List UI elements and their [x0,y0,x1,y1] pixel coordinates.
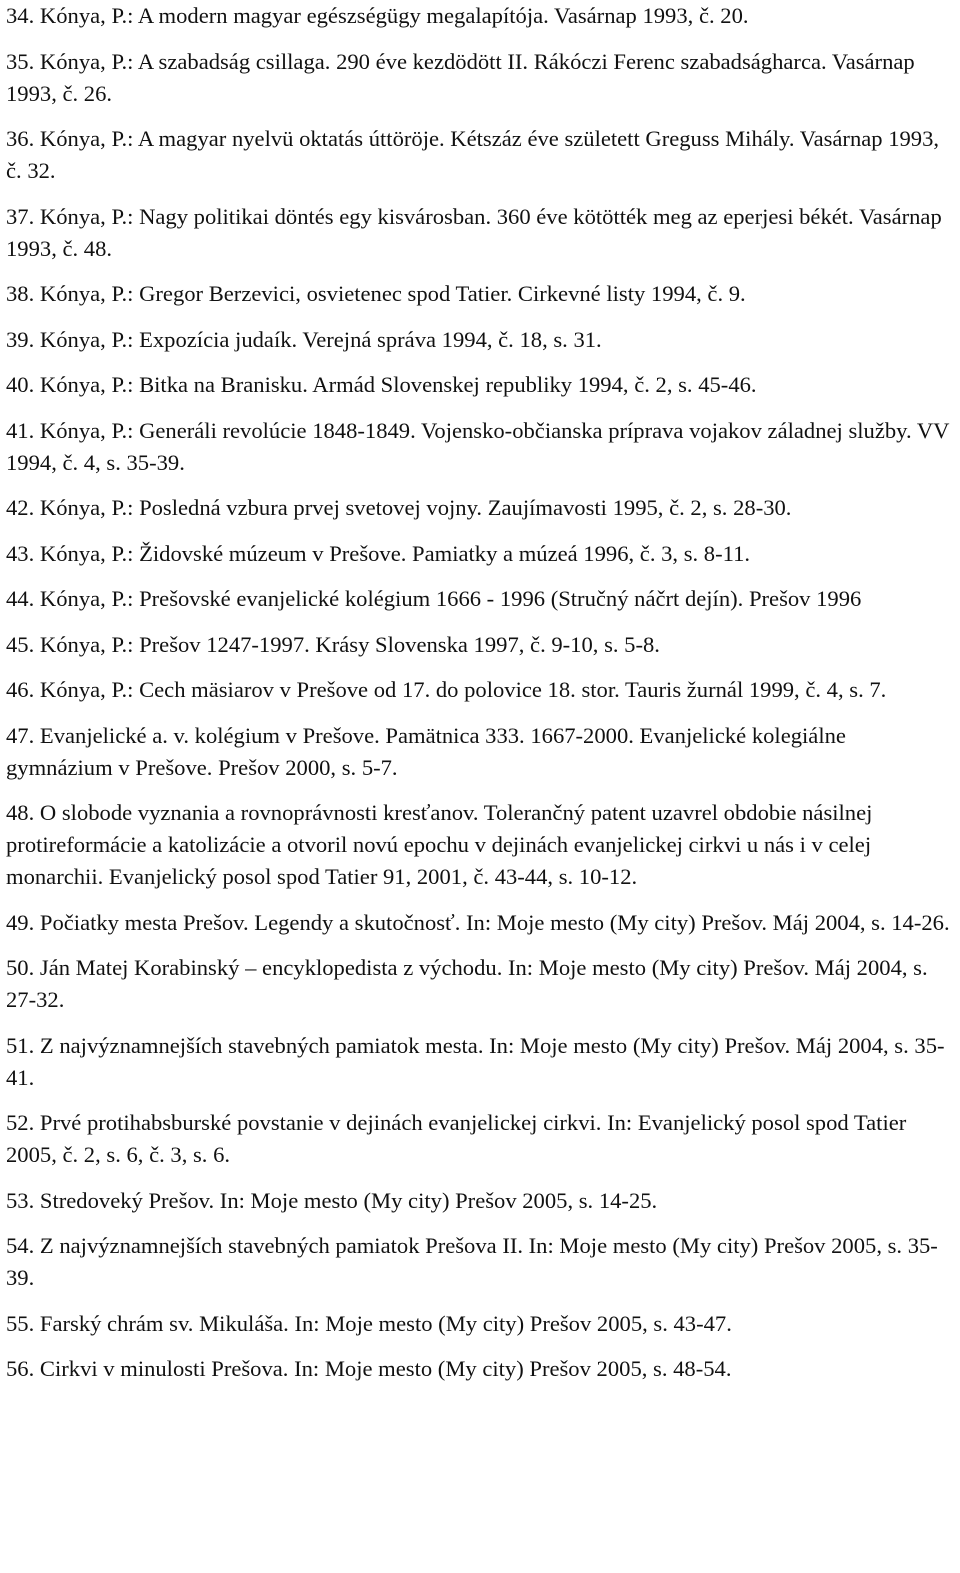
entry-number: 53. [6,1187,35,1213]
bibliography-entry [6,1185,956,1217]
entry-number: 46. [6,677,35,702]
entry-number: 45. [6,631,35,657]
entry-text: Kónya, P.: Cech mäsiarov v Prešove od 17. do polovice 18. stor. Tauris žurnál 1999, č. 4, s. 7. [39,677,887,702]
entry-text: Kónya, P.: Generáli revolúcie 1848-1849. Vojensko-občianska príprava vojakov záladnej služby. VV 1994, č. 4, s. 35-39. [6,417,950,475]
entry-text: Kónya, P.: Bitka na Branisku. Armád Slovenskej republiky 1994, č. 2, s. 45-46. [39,372,757,397]
entry-text: Kónya, P.: Gregor Berzevici, osvietenec spod Tatier. Cirkevné listy 1994, č. 9. [39,281,746,306]
entry-text: Farský chrám sv. Mikuláša. In: Moje mesto (My city) Prešov 2005, s. 43-47. [39,1310,732,1336]
entry-text: Kónya, P.: Prešovské evanjelické kolégium 1666 - 1996 (Stručný náčrt dejín). Prešov 1996 [39,586,862,611]
bibliography-entry [6,1230,956,1294]
entry-number: 55. [6,1310,35,1336]
bibliography-entry [6,797,956,893]
entry-text: Počiatky mesta Prešov. Legendy a skutočnosť. In: Moje mesto (My city) Prešov. Máj 2004, s. 14-26. [39,909,950,935]
bibliography-entry [6,1107,956,1171]
entry-number: 41. [6,417,35,443]
entry-text: Stredoveký Prešov. In: Moje mesto (My city) Prešov 2005, s. 14-25. [39,1187,658,1213]
bibliography-entry [6,720,956,784]
bibliography-entry [6,1030,956,1094]
bibliography-entry [6,123,956,187]
entry-number: 49. [6,909,35,935]
entry-text: Kónya, P.: Židovské múzeum v Prešove. Pamiatky a múzeá 1996, č. 3, s. 8-11. [39,540,751,566]
entry-number: 54. [6,1233,35,1258]
entry-number: 36. [6,126,35,151]
bibliography-entry [6,907,956,939]
bibliography-entry [6,538,956,570]
entry-number: 43. [6,540,35,566]
entry-number: 51. [6,1032,35,1058]
entry-number: 42. [6,495,35,520]
bibliography-entry [6,492,956,524]
bibliography-entry [6,1353,956,1385]
bibliography-entry [6,1308,956,1340]
entry-text: Z najvýznamnejších stavebných pamiatok mesta. In: Moje mesto (My city) Prešov. Máj 2004, s. 35-41. [6,1032,945,1090]
bibliography-entry [6,278,956,310]
entry-text: Ján Matej Korabinský – encyklopedista z východu. In: Moje mesto (My city) Prešov. Máj 2004, s. 27-32. [6,955,928,1012]
entry-number: 40. [6,372,35,397]
entry-text: Cirkvi v minulosti Prešova. In: Moje mesto (My city) Prešov 2005, s. 48-54. [39,1356,732,1381]
entry-text: O slobode vyznania a rovnoprávnosti kresťanov. Tolerančný patent uzavrel obdobie násilnej protireformácie a katolizácie a otvoril novú epochu v dejinách evanjelickej cirkvi u nás i v celej monarchii. Evanjelický posol spod Tatier 91, 2001, č. 43-44, s. 10-12. [6,800,873,889]
entry-text: Kónya, P.: Prešov 1247-1997. Krásy Slovenska 1997, č. 9-10, s. 5-8. [39,631,660,657]
bibliography-entry [6,415,956,479]
bibliography-entry [6,674,956,706]
entry-number: 48. [6,800,35,825]
bibliography-entry [6,46,956,110]
bibliography-entry [6,201,956,265]
entry-text: Kónya, P.: Expozícia judaík. Verejná správa 1994, č. 18, s. 31. [39,326,602,352]
bibliography-entry [6,583,956,615]
entry-text: Kónya, P.: Posledná vzbura prvej svetovej vojny. Zaujímavosti 1995, č. 2, s. 28-30. [39,495,792,520]
entry-text: Kónya, P.: Nagy politikai döntés egy kisvárosban. 360 éve kötötték meg az eperjesi békét. Vasárnap 1993, č. 48. [6,203,942,261]
entry-number: 52. [6,1110,35,1135]
entry-text: Evanjelické a. v. kolégium v Prešove. Pamätnica 333. 1667-2000. Evanjelické kolegiálne gymnázium v Prešove. Prešov 2000, s. 5-7. [6,722,846,780]
entry-text: Kónya, P.: A szabadság csillaga. 290 éve kezdödött II. Rákóczi Ferenc szabadságharca. Vasárnap 1993, č. 26. [6,48,915,106]
bibliography-entry [6,952,956,1016]
bibliography-list [6,0,956,1399]
bibliography-entry [6,0,956,32]
entry-number: 47. [6,722,35,748]
entry-number: 35. [6,48,35,74]
bibliography-entry [6,369,956,401]
bibliography-entry [6,324,956,356]
entry-text: Kónya, P.: A magyar nyelvü oktatás úttöröje. Kétszáz éve született Greguss Mihály. Vasárnap 1993, č. 32. [6,126,940,183]
entry-number: 37. [6,203,35,229]
entry-text: Z najvýznamnejších stavebných pamiatok Prešova II. In: Moje mesto (My city) Prešov 2005, s. 35-39. [6,1233,938,1290]
entry-text: Kónya, P.: A modern magyar egészségügy megalapítója. Vasárnap 1993, č. 20. [39,3,749,28]
bibliography-entry [6,629,956,661]
entry-number: 50. [6,955,35,980]
entry-number: 39. [6,326,35,352]
entry-number: 38. [6,281,35,306]
entry-number: 56. [6,1356,35,1381]
entry-number: 34. [6,3,35,28]
entry-number: 44. [6,586,35,611]
entry-text: Prvé protihabsburské povstanie v dejinách evanjelickej cirkvi. In: Evanjelický posol spod Tatier 2005, č. 2, s. 6, č. 3, s. 6. [6,1110,907,1167]
